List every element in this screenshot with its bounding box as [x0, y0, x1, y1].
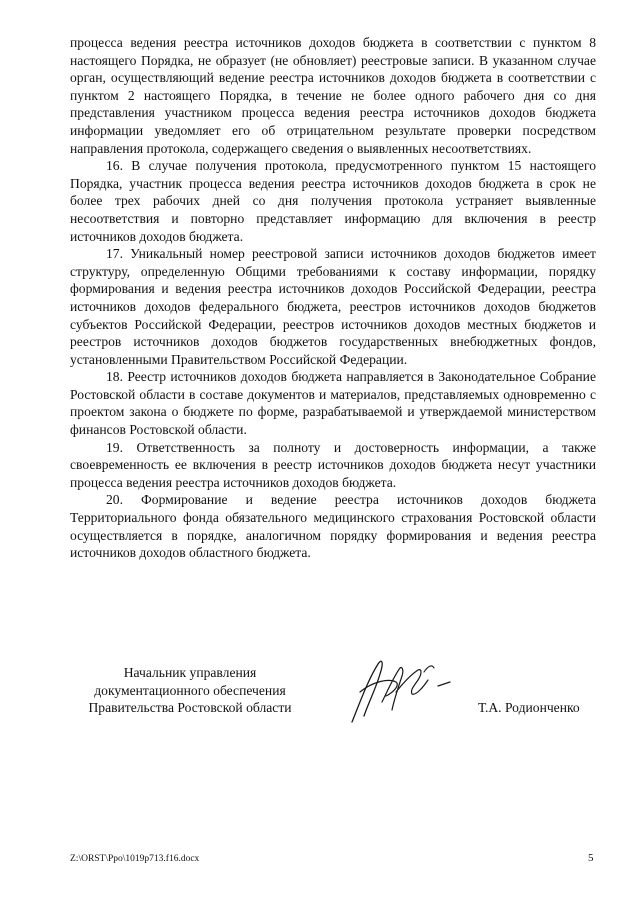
- paragraph-16: 16. В случае получения протокола, предусмотренного пунктом 15 настоящего Порядка, участник процесса ведения реестра источников доходов бюджета в срок не более трех рабочих дней со дня получения протокола устраняет выявленные несоответствия и повторно представляет информацию для включения в реестр источников доходов бюджета.: [70, 158, 596, 244]
- body-text: [70, 34, 596, 562]
- signatory-title-line: Начальник управления: [123, 665, 257, 680]
- paragraph-18: 18. Реестр источников доходов бюджета направляется в Законодательное Собрание Ростовской области в составе документов и материалов, представляемых одновременно с проектом закона о бюджете по форме, разрабатываемой и утверждаемой министерством финансов Ростовской области.: [70, 369, 596, 438]
- paragraph-20: 20. Формирование и ведение реестра источников доходов бюджета Территориального фонда обязательного медицинского страхования Ростовской области осуществляется в порядке, аналогичном порядку формирования и ведения реестра источников доходов областного бюджета.: [70, 492, 596, 561]
- signatory-name: Т.А. Родионченко: [478, 700, 580, 715]
- signatory-title-line: документационного обеспечения: [94, 682, 286, 698]
- paragraph-19: 19. Ответственность за полноту и достоверность информации, а также своевременность ее включения в реестр источников доходов бюджета несут участники процесса ведения реестра источников доходов бюджета.: [70, 439, 596, 490]
- footer-file-path: Z:\ORST\Ppo\1019p713.f16.docx: [70, 854, 200, 864]
- paragraph-continuation: процесса ведения реестра источников доходов бюджета в соответствии с пунктом 8 настоящего Порядка, не образует (не обновляет) реестровые записи. В указанном случае орган, осуществляющий ведение реестра источников доходов бюджета в соответствии с пунктом 2 настоящего Порядка, в течение не более одного рабочего дня со дня представления участником процесса ведения реестра источников доходов бюджета информации уведомляет его об отрицательном результате проверки посредством направления протокола, содержащего сведения о выявленных несоответствиях.: [70, 35, 596, 156]
- paragraph-17: 17. Уникальный номер реестровой записи источников доходов бюджетов имеет структуру, определенную Общими требованиями к составу информации, порядку формирования и ведения реестра источников доходов Российской Федерации, реестра источников доходов федерального бюджета, реестров источников доходов бюджетов субъектов Российской Федерации, реестров источников доходов местных бюджетов и реестров источников доходов бюджетов государственных внебюджетных фондов, установленными Правительством Российской Федерации.: [70, 246, 596, 367]
- signatory-title-line: Правительства Ростовской области: [88, 700, 292, 716]
- signatory-title: [70, 664, 310, 717]
- page-number: 5: [588, 852, 594, 864]
- handwritten-signature: [338, 652, 458, 732]
